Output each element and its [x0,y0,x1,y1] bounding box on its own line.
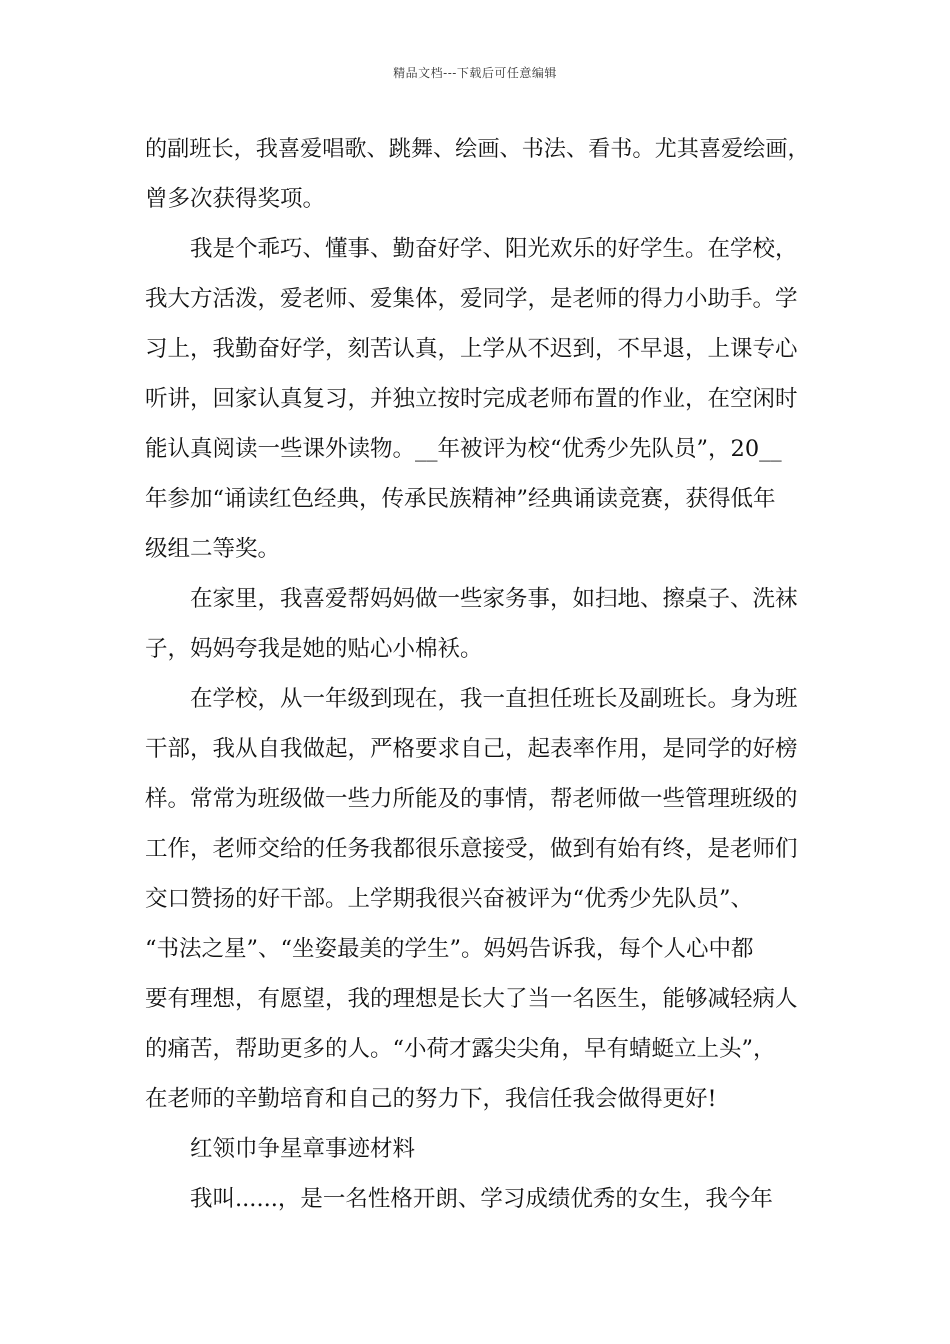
text-line: 习上，我勤奋好学，刻苦认真，上学从不迟到，不早退，上课专心 [145,336,798,362]
text-line: 交口赞扬的好干部。上学期我很兴奋被评为“优秀少先队员”、 [145,886,754,912]
text-line: “书法之星”、“坐姿最美的学生”。妈妈告诉我，每个人心中都 [145,936,754,962]
text-line: 要有理想，有愿望，我的理想是长大了当一名医生，能够减轻病人 [145,986,798,1012]
text-line: 能认真阅读一些课外读物。__年被评为校“优秀少先队员”，20__ [145,436,782,462]
paragraph-start-line: 在学校，从一年级到现在，我一直担任班长及副班长。身为班 [190,686,798,712]
text-line: 级组二等奖。 [145,536,281,562]
page-header: 精品文档---下载后可任意编辑 [393,66,557,80]
text-line: 子，妈妈夸我是她的贴心小棉袄。 [145,636,483,662]
text-line: 的痛苦，帮助更多的人。“小荷才露尖尖角，早有蜻蜓立上头”， [145,1036,776,1062]
document-body [145,124,810,1224]
section-heading: 红领巾争星章事迹材料 [190,1136,416,1162]
text-line: 干部，我从自我做起，严格要求自己，起表率作用，是同学的好榜 [145,736,798,762]
paragraph-start-line: 在家里，我喜爱帮妈妈做一些家务事，如扫地、擦桌子、洗袜 [190,586,798,612]
text-line: 样。常常为班级做一些力所能及的事情，帮老师做一些管理班级的 [145,786,798,812]
text-line: 年参加“诵读红色经典，传承民族精神”经典诵读竞赛，获得低年 [145,486,776,512]
paragraph-start-line: 我叫......，是一名性格开朗、学习成绩优秀的女生，我今年 [190,1186,773,1212]
text-line: 在老师的辛勤培育和自己的努力下，我信任我会做得更好! [145,1086,717,1112]
text-line: 听讲，回家认真复习，并独立按时完成老师布置的作业，在空闲时 [145,386,798,412]
text-line: 曾多次获得奖项。 [145,186,326,212]
text-line: 我大方活泼，爱老师、爱集体，爱同学，是老师的得力小助手。学 [145,286,798,312]
paragraph-start-line: 我是个乖巧、懂事、勤奋好学、阳光欢乐的好学生。在学校， [190,236,798,262]
text-line: 工作，老师交给的任务我都很乐意接受，做到有始有终，是老师们 [145,836,798,862]
text-line: 的副班长，我喜爱唱歌、跳舞、绘画、书法、看书。尤其喜爱绘画， [145,136,810,162]
